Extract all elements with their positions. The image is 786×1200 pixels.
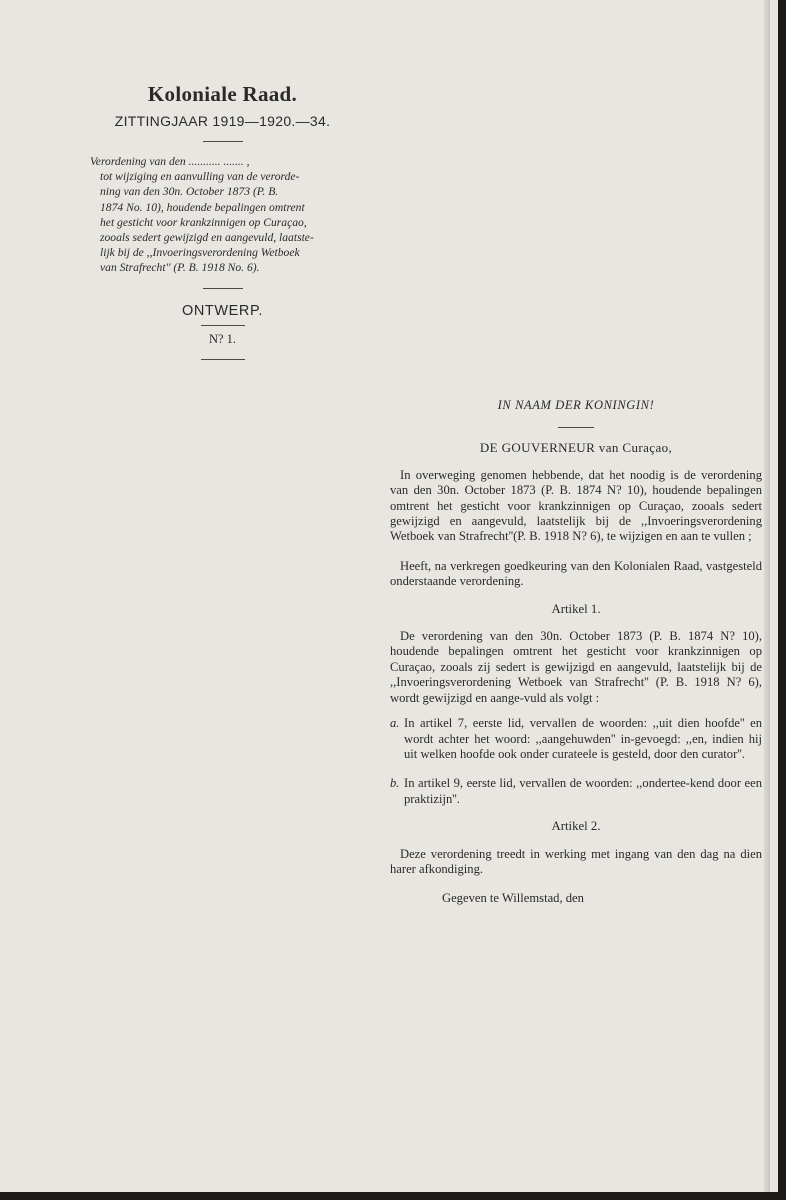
subject-line: 1874 No. 10), houdende bepalingen omtrent	[100, 200, 305, 214]
page-edge	[764, 0, 770, 1192]
subject-line: zooals sedert gewijzigd en aangevuld, laatste-	[100, 231, 314, 245]
subject-line: ning van den 30n. October 1873 (P. B.	[100, 185, 279, 199]
number-label: N? 1.	[208, 331, 237, 346]
invocation: IN NAAM DER KONINGIN!	[497, 398, 655, 412]
item-text: In artikel 7, eerste lid, vervallen de woorden: ,,uit dien hoofde'' en wordt achter het woord: ,,aangehuwden'' in-gevoegd: ,,en, indien hij uit welken hoofde ook onder curateele is gesteld, door den curator''.	[404, 716, 762, 761]
ordinance-body	[390, 398, 762, 907]
subject-line: van Strafrecht'' (P. B. 1918 No. 6).	[100, 261, 260, 275]
draft-label: ONTWERP.	[181, 302, 264, 319]
item-label: b.	[390, 776, 400, 791]
article-1-text: De verordening van den 30n. October 1873 (P. B. 1874 N? 10), houdende bepalingen omtrent het gesticht voor krankzinnigen op Curaçao, zooals zij sedert is gewijzigd en aangevuld, laatstelijk bij de ,,Invoeringsverordening Wetboek van Strafrecht'' (P. B. 1918 N? 6), wordt gewijzigd en aange-vuld als volgt :	[390, 629, 762, 705]
session-line: ZITTINGJAAR 1919—1920.—34.	[114, 113, 331, 129]
list-item	[390, 716, 762, 762]
article-2-text: Deze verordening treedt in werking met ingang van den dag na dien harer afkondiging.	[390, 846, 762, 876]
council-title: Koloniale Raad.	[147, 82, 298, 106]
divider	[203, 141, 243, 142]
governor-line: DE GOUVERNEUR van Curaçao,	[479, 440, 673, 456]
subject-line: tot wijziging en aanvulling van de verorde-	[100, 170, 300, 184]
subject-line: Verordening van den ........... ....... ,	[90, 155, 250, 168]
divider	[201, 359, 245, 360]
enacting-paragraph: Heeft, na verkregen goedkeuring van den Kolonialen Raad, vastgesteld onderstaande verordening.	[390, 558, 762, 589]
title-block	[90, 82, 355, 372]
given-line: Gegeven te Willemstad, den	[442, 891, 584, 906]
considering-paragraph: In overweging genomen hebbende, dat het noodig is de verordening van den 30n. October 1873 (P. B. 1874 N? 10), houdende bepalingen omtrent het gesticht voor krankzinnigen op Curaçao, zooals sedert gewijzigd en aangevuld, laatstelijk bij de ,,Invoeringsverordening Wetboek van Strafrecht''(P. B. 1918 N? 6), te wijzigen en aan te vullen ;	[390, 467, 762, 544]
article-1-title: Artikel 1.	[551, 601, 601, 616]
divider	[201, 325, 245, 326]
divider	[558, 427, 594, 428]
item-text: In artikel 9, eerste lid, vervallen de woorden: ,,ondertee-kend door een praktizijn''.	[404, 776, 762, 806]
subject-line: het gesticht voor krankzinnigen op Curaçao,	[100, 215, 307, 229]
divider	[203, 288, 243, 289]
article-2-title: Artikel 2.	[551, 819, 601, 834]
subject-line: lijk bij de ,,Invoeringsverordening Wetboek	[100, 246, 300, 260]
ordinance-subject	[90, 154, 355, 276]
list-item	[390, 776, 762, 807]
item-label: a.	[390, 716, 400, 731]
